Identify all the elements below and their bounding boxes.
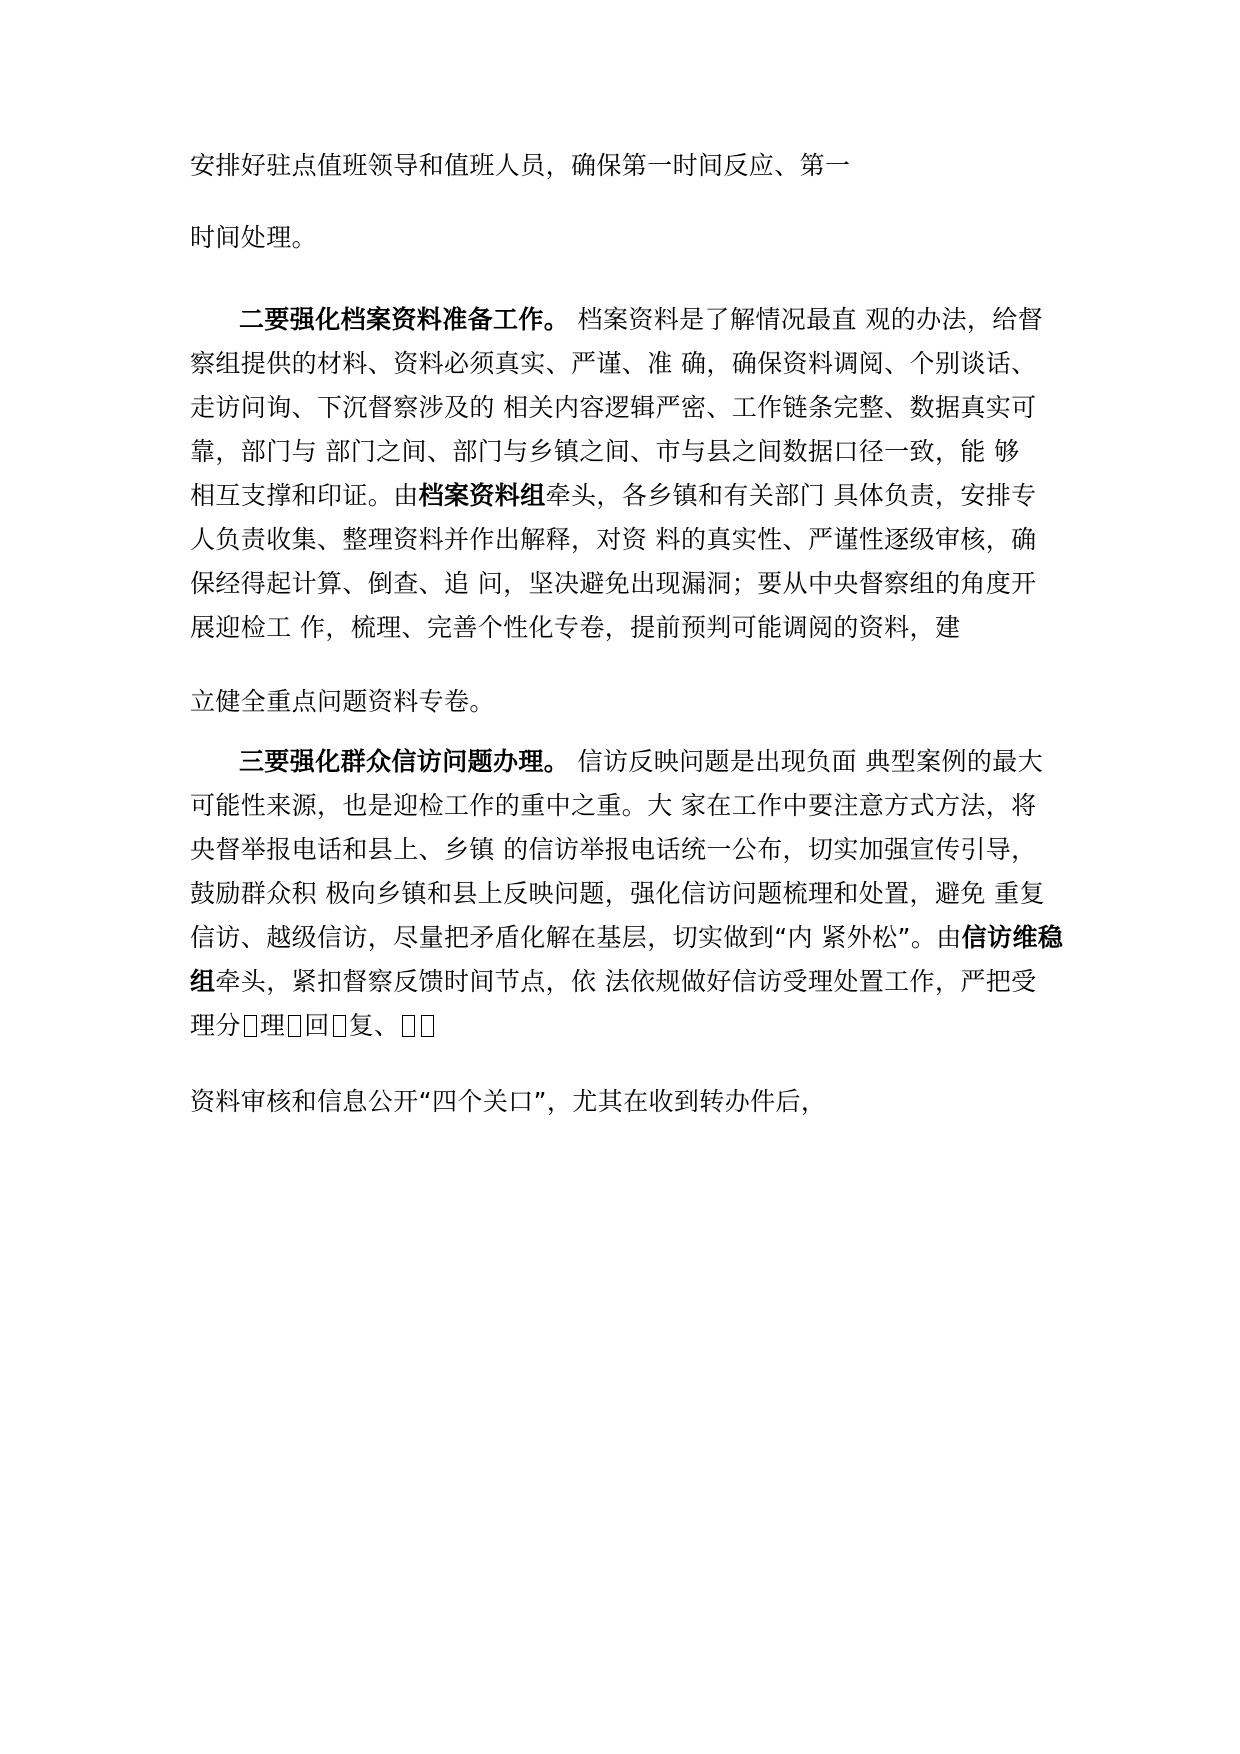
text-segment: 牵头，紧扣督察反馈时间节点，依 法依规做好信访受理处置工作，严把受: [215, 967, 1037, 996]
bold-text-segment: 二要强化档案资料准备工作。: [239, 305, 570, 334]
text-segment: 察组提供的材料、资料必须真实、严谨、准 确，确保资料调阅、个别谈话、: [190, 349, 1037, 378]
text-segment: 人负责收集、整理资料并作出解释，对资 料的真实性、严谨性逐级审核，确: [190, 525, 1037, 554]
text-segment: 信访反映问题是出现负面 典型案例的最大: [569, 747, 1044, 776]
text-line: [190, 346, 1070, 382]
text-segment: 保经得起计算、倒查、追 问，坚决避免出现漏洞；要从中央督察组的角度开: [190, 569, 1037, 598]
text-segment: 档案资料是了解情况最直 观的办法，给督: [569, 305, 1044, 334]
text-segment: 回: [304, 1011, 330, 1040]
paragraph-heading-line: [239, 302, 1070, 338]
text-line: [190, 610, 1070, 646]
missing-glyph-box: [288, 1015, 301, 1037]
missing-glyph-box: [333, 1015, 346, 1037]
text-segment: 立健全重点问题资料专卷。: [190, 687, 495, 716]
text-segment: 相互支撑和印证。由: [190, 481, 419, 510]
text-line: [190, 832, 1070, 868]
text-segment: 鼓励群众积 极向乡镇和县上反映问题，强化信访问题梳理和处置，避免 重复: [190, 879, 1045, 908]
text-segment: 理分: [190, 1011, 241, 1040]
missing-glyph-box: [402, 1015, 415, 1037]
text-line: [190, 148, 1070, 184]
text-line: [190, 522, 1070, 558]
text-line: [190, 220, 1070, 256]
text-segment: 可能性来源，也是迎检工作的重中之重。大 家在工作中要注意方式方法，将: [190, 791, 1037, 820]
text-line: [190, 920, 1070, 956]
text-line: [190, 566, 1070, 602]
text-segment: 时间处理。: [190, 223, 318, 252]
missing-glyph-box: [421, 1015, 434, 1037]
text-segment: 理: [259, 1011, 286, 1040]
text-segment: 央督举报电话和县上、乡镇 的信访举报电话统一公布，切实加强宣传引导，: [190, 835, 1037, 864]
missing-glyph-box: [244, 1015, 257, 1037]
text-line: [190, 1084, 1070, 1120]
text-segment: 走访问询、下沉督察涉及的 相关内容逻辑严密、工作链条完整、数据真实可: [190, 393, 1037, 422]
bold-text-segment: 三要强化群众信访问题办理。: [239, 747, 570, 776]
text-line: [190, 1008, 1070, 1044]
bold-text-segment: 组: [190, 967, 216, 996]
text-line: [190, 434, 1070, 470]
text-line: [190, 478, 1070, 514]
text-line: [190, 390, 1070, 426]
text-segment: 复、: [348, 1011, 400, 1040]
text-line: [190, 788, 1070, 824]
paragraph-heading-line: [239, 744, 1070, 780]
bold-text-segment: 信访维稳: [961, 923, 1064, 952]
bold-text-segment: 档案资料组: [418, 481, 546, 510]
text-segment: 资料审核和信息公开“四个关口”，尤其在收到转办件后，: [190, 1087, 827, 1116]
text-segment: 信访、越级信访，尽量把矛盾化解在基层，切实做到“内 紧外松”。由: [190, 923, 962, 952]
text-segment: 展迎检工 作，梳理、完善个性化专卷，提前预判可能调阅的资料，建: [190, 613, 961, 642]
text-line: [190, 684, 1070, 720]
text-line: [190, 876, 1070, 912]
text-segment: 安排好驻点值班领导和值班人员，确保第一时间反应、第一: [190, 151, 851, 180]
text-segment: 靠，部门与 部门之间、部门与乡镇之间、市与县之间数据口径一致，能 够: [190, 437, 1020, 466]
text-line: [190, 964, 1070, 1000]
text-segment: 牵头，各乡镇和有关部门 具体负责，安排专: [545, 481, 1037, 510]
